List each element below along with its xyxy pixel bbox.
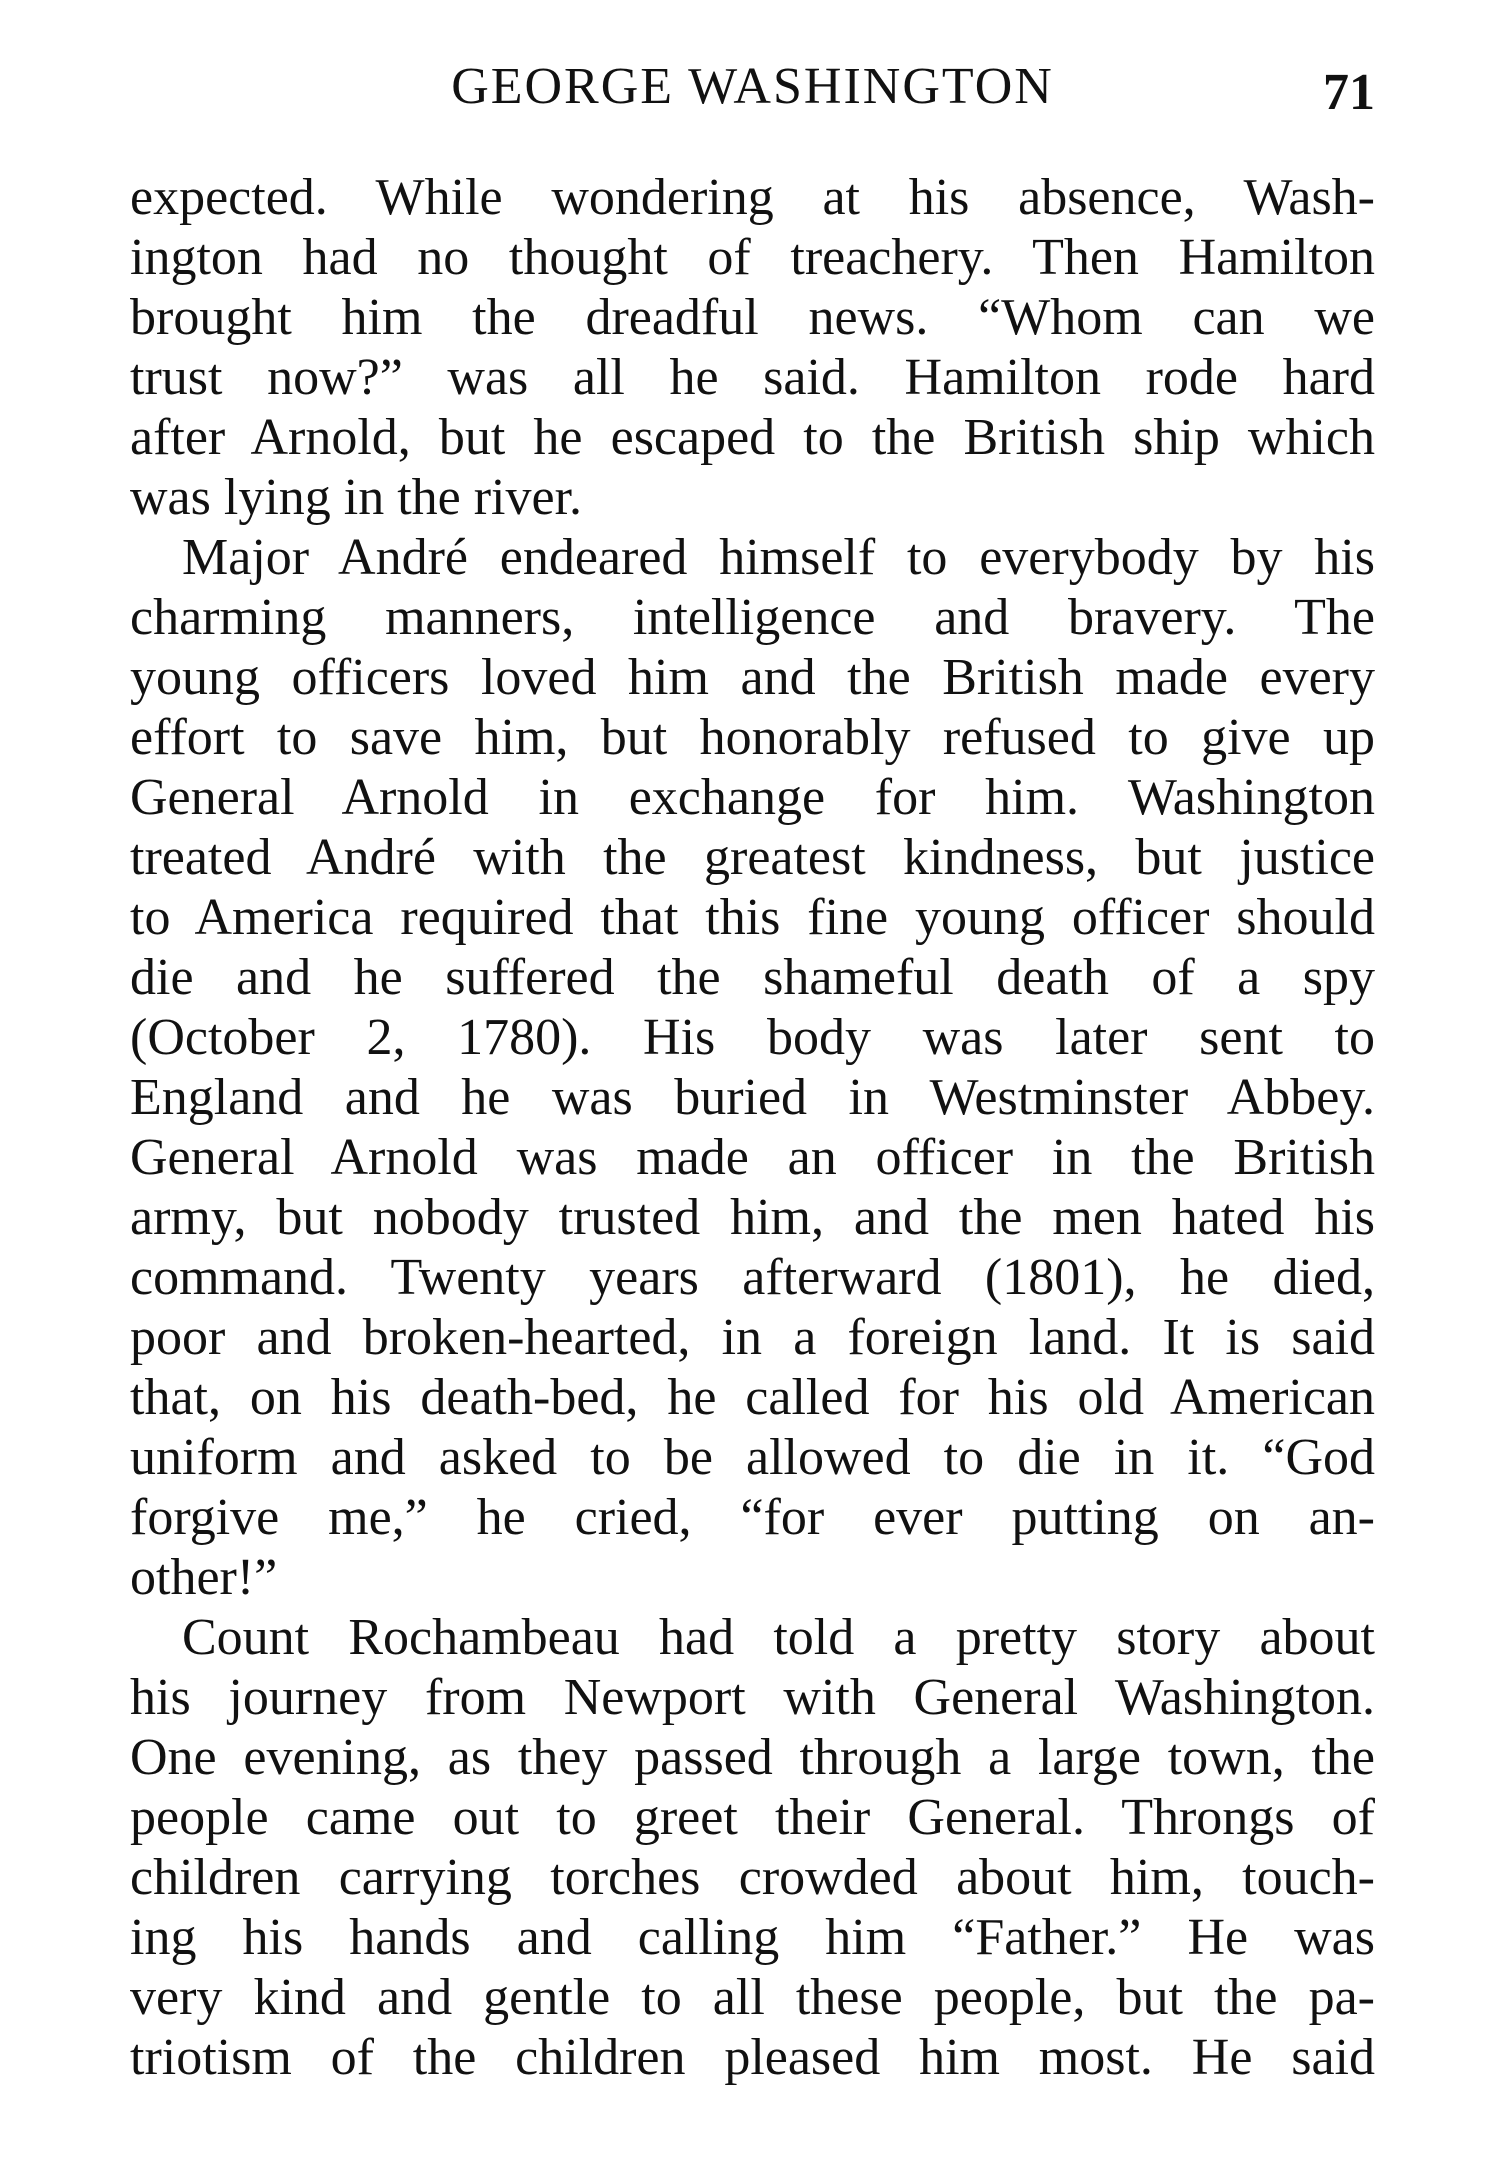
paragraph-first-line: Count Rochambeau had told a pretty story about xyxy=(182,1609,1375,1666)
text-line: children carrying torches crowded about him, touch- xyxy=(130,1849,1375,1906)
text-line: (October 2, 1780). His body was later sent to xyxy=(130,1009,1375,1066)
page-number: 71 xyxy=(1323,64,1375,121)
text-line: young officers loved him and the British made every xyxy=(130,649,1375,706)
text-line: treated André with the greatest kindness, but justice xyxy=(130,829,1375,886)
text-line: die and he suffered the shameful death of a spy xyxy=(130,949,1375,1006)
body-text xyxy=(130,168,1375,2088)
text-line: his journey from Newport with General Washington. xyxy=(130,1669,1375,1726)
text-line: triotism of the children pleased him most. He said xyxy=(130,2029,1375,2086)
text-line: General Arnold in exchange for him. Washington xyxy=(130,769,1375,826)
text-line: One evening, as they passed through a large town, the xyxy=(130,1729,1375,1786)
text-line: England and he was buried in Westminster Abbey. xyxy=(130,1069,1375,1126)
text-line: expected. While wondering at his absence, Wash- xyxy=(130,169,1375,226)
text-line: poor and broken-hearted, in a foreign land. It is said xyxy=(130,1309,1375,1366)
running-header xyxy=(130,52,1375,122)
text-line: after Arnold, but he escaped to the British ship which xyxy=(130,409,1375,466)
paragraph-first-line: Major André endeared himself to everybody by his xyxy=(182,529,1375,586)
text-line: to America required that this fine young officer should xyxy=(130,889,1375,946)
text-line: was lying in the river. xyxy=(130,469,583,526)
text-line: charming manners, intelligence and bravery. The xyxy=(130,589,1375,646)
text-line: command. Twenty years afterward (1801), he died, xyxy=(130,1249,1375,1306)
text-line: trust now?” was all he said. Hamilton rode hard xyxy=(130,349,1375,406)
text-line: people came out to greet their General. Throngs of xyxy=(130,1789,1375,1846)
text-line: effort to save him, but honorably refused to give up xyxy=(130,709,1375,766)
text-line: other!” xyxy=(130,1549,278,1606)
text-line: General Arnold was made an officer in the British xyxy=(130,1129,1375,1186)
running-title: GEORGE WASHINGTON xyxy=(451,58,1054,115)
text-line: uniform and asked to be allowed to die in it. “God xyxy=(130,1429,1375,1486)
text-line: that, on his death-bed, he called for his old American xyxy=(130,1369,1375,1426)
text-line: army, but nobody trusted him, and the men hated his xyxy=(130,1189,1375,1246)
text-line: ington had no thought of treachery. Then Hamilton xyxy=(130,229,1375,286)
text-line: brought him the dreadful news. “Whom can we xyxy=(130,289,1375,346)
text-line: forgive me,” he cried, “for ever putting on an- xyxy=(130,1489,1375,1546)
text-line: ing his hands and calling him “Father.” He was xyxy=(130,1909,1375,1966)
text-line: very kind and gentle to all these people, but the pa- xyxy=(130,1969,1375,2026)
